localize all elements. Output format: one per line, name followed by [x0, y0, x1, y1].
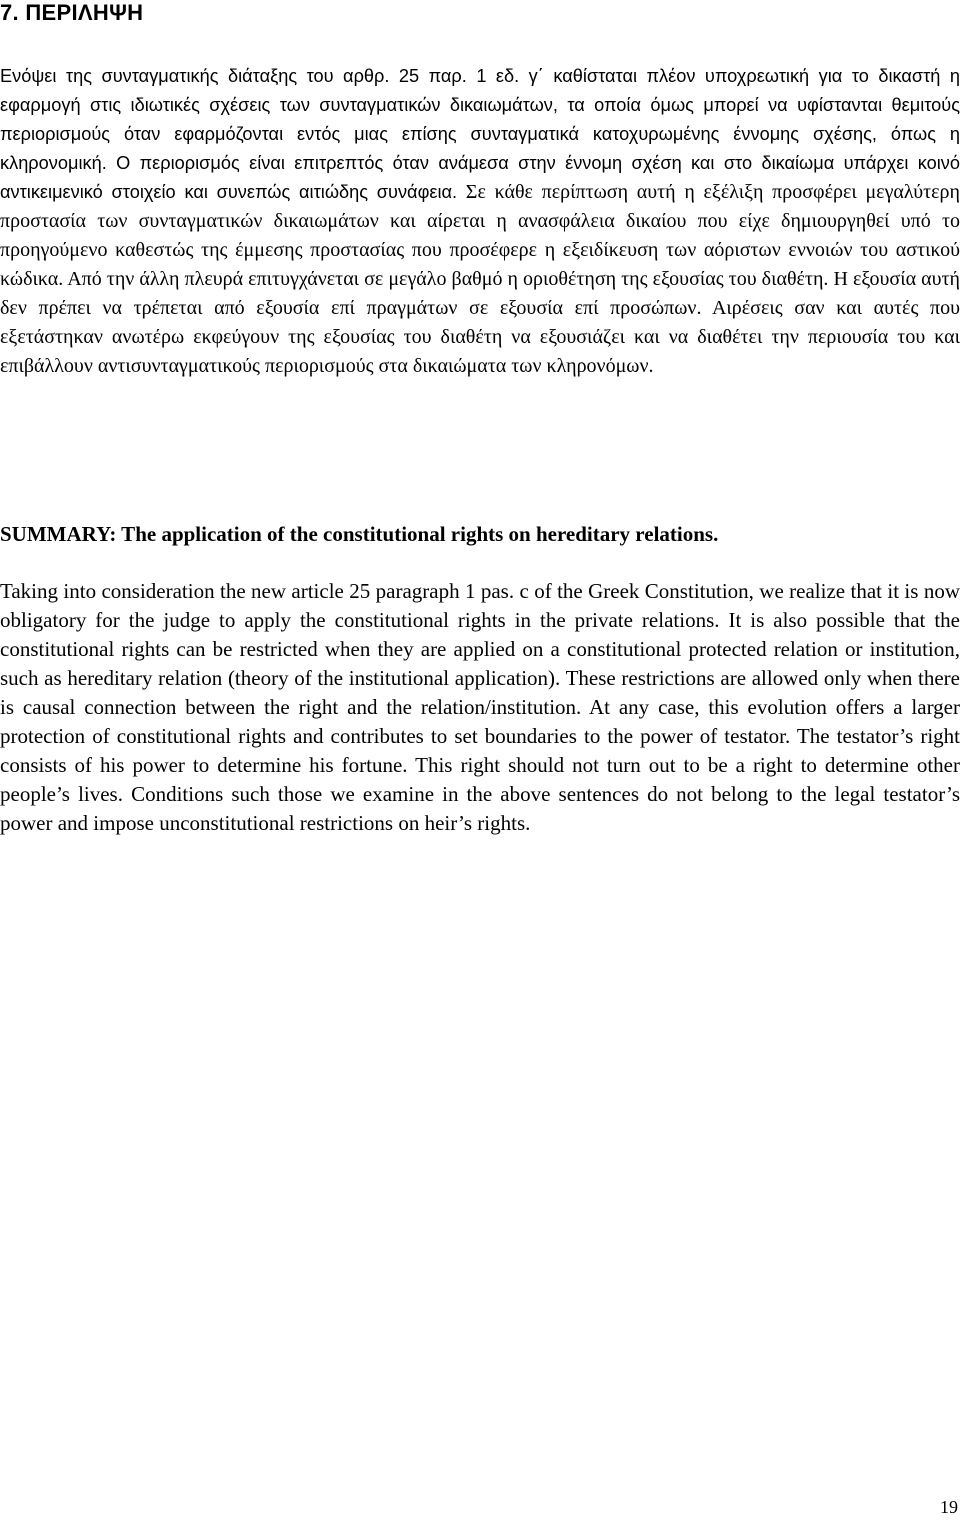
section-heading: 7. ΠΕΡΙΛΗΨΗ [0, 0, 144, 25]
greek-summary-text-serif: Σε κάθε περίπτωση αυτή η εξέλιξη προσφέρει μεγαλύτερη προστασία των συνταγματικών δικαιωμάτων και αίρεται η ανασφάλεια δικαίου που είχε δημιουργηθεί υπό το προηγούμενο καθεστώς της έμμεσης προστασίας που προσέφερε η εξειδίκευση των αόριστων εννοιών του αστικού κώδικα. Από την άλλη πλευρά επιτυγχάνεται σε μεγάλο βαθμό η οριοθέτηση της εξουσίας του διαθέτη. Η εξουσία αυτή δεν πρέπει να τρέπεται από εξουσία επί πραγμάτων σε εξουσία επί προσώπων. Αιρέσεις σαν και αυτές που εξετάστηκαν ανωτέρω εκφεύγουν της εξουσίας του διαθέτη να εξουσιάζει και να διαθέτει την περιουσία του και επιβάλλουν αντισυνταγματικούς περιορισμούς στα δικαιώματα των κληρονόμων. [0, 181, 960, 377]
greek-summary-text-sans: Ενόψει της συνταγματικής διάταξης του αρθρ. 25 παρ. 1 εδ. γ΄ καθίσταται πλέον υποχρεωτική για το δικαστή η εφαρμογή στις ιδιωτικές σχέσεις των συνταγματικών δικαιωμάτων, τα οποία όμως μπορεί να υφίστανται θεμιτούς περιορισμούς όταν εφαρμόζονται εντός μιας επίσης συνταγματικά κατοχυρωμένης έννομης σχέσης, όπως η κληρονομική. Ο περιορισμός είναι επιτρεπτός όταν ανάμεσα στην έννομη σχέση και στο δικαίωμα υπάρχει κοινό αντικειμενικό στοιχείο και συνεπώς αιτιώδης συνάφεια. [0, 66, 960, 202]
english-summary-paragraph: Taking into consideration the new article 25 paragraph 1 pas. c of the Greek Constitution, we realize that it is now obligatory for the judge to apply the constitutional rights in the private relations. It is also possible that the constitutional rights can be restricted when they are applied on a constitutional protected relation or institution, such as hereditary relation (theory of the institutional application). These restrictions are allowed only when there is causal connection between the right and the relation/institution. At any case, this evolution offers a larger protection of constitutional rights and contributes to set boundaries to the power of testator. The testator’s right consists of his power to determine his fortune. This right should not turn out to be a right to determine other people’s lives. Conditions such those we examine in the above sentences do not belong to the legal testator’s power and impose unconstitutional restrictions on heir’s rights. [0, 579, 960, 835]
greek-summary-paragraph [0, 62, 960, 381]
english-summary-title: SUMMARY: The application of the constitutional rights on hereditary relations. [0, 522, 719, 546]
page-number: 19 [940, 1497, 958, 1517]
